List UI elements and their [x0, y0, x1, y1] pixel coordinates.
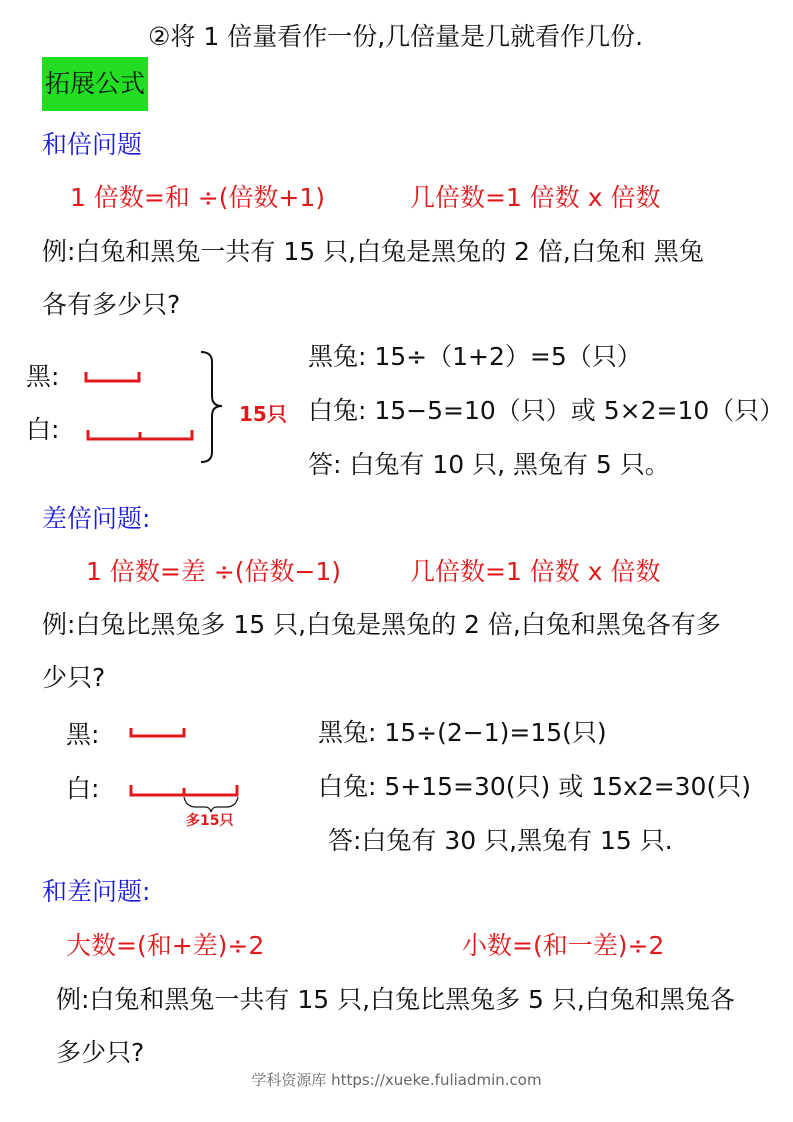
diff-multiple-diff-label: 多15只 — [186, 813, 234, 829]
sum-multiple-solution-2: 白兔: 15−5=10（只）或 5×2=10（只） — [308, 396, 785, 425]
sum-multiple-black-label: 黑: — [26, 362, 60, 391]
sum-diff-example-line-2: 多少只? — [56, 1038, 145, 1067]
sum-multiple-example-line-2: 各有多少只? — [42, 290, 181, 319]
sum-multiple-solution-1: 黑兔: 15÷（1+2）=5（只） — [308, 342, 642, 371]
sum-multiple-white-bar — [88, 430, 192, 439]
diff-multiple-white-label: 白: — [66, 774, 100, 803]
sum-multiple-white-label: 白: — [26, 415, 60, 444]
diff-multiple-example-line-2: 少只? — [42, 663, 106, 692]
sum-diff-formula-2: 小数=(和一差)÷2 — [462, 931, 665, 960]
sum-multiple-total-label: 15只 — [239, 402, 287, 426]
sum-diff-title: 和差问题: — [42, 877, 151, 906]
sum-multiple-title: 和倍问题 — [42, 130, 143, 159]
diff-multiple-black-label: 黑: — [66, 720, 100, 749]
sum-multiple-example-line-1: 例:白兔和黑兔一共有 15 只,白兔是黑兔的 2 倍,白兔和 黑兔 — [42, 237, 704, 266]
sum-multiple-formula-2: 几倍数=1 倍数 x 倍数 — [410, 183, 661, 212]
diff-multiple-title: 差倍问题: — [42, 504, 151, 533]
diff-multiple-example-line-1: 例:白兔比黑兔多 15 只,白兔是黑兔的 2 倍,白兔和黑兔各有多 — [42, 610, 721, 639]
diff-multiple-black-bar — [131, 728, 184, 736]
diff-multiple-white-bar — [131, 785, 237, 795]
sum-multiple-total-brace — [201, 352, 222, 462]
sum-multiple-answer: 答: 白兔有 10 只, 黑兔有 5 只。 — [308, 450, 670, 479]
diff-multiple-formula-1: 1 倍数=差 ÷(倍数−1) — [86, 557, 342, 586]
expand-formula-label: 拓展公式 — [42, 57, 148, 111]
sum-diff-formula-1: 大数=(和+差)÷2 — [66, 931, 265, 960]
intro-text: ②将 1 倍量看作一份,几倍量是几就看作几份. — [148, 22, 644, 51]
sum-multiple-formula-1: 1 倍数=和 ÷(倍数+1) — [70, 183, 326, 212]
diff-multiple-solution-1: 黑兔: 15÷(2−1)=15(只) — [318, 718, 607, 747]
diff-multiple-solution-2: 白兔: 5+15=30(只) 或 15x2=30(只) — [318, 772, 751, 801]
footer-watermark: 学科资源库 https://xueke.fuliadmin.com — [251, 1071, 542, 1089]
diff-multiple-formula-2: 几倍数=1 倍数 x 倍数 — [410, 557, 661, 586]
diff-multiple-answer: 答:白兔有 30 只,黑兔有 15 只. — [328, 826, 673, 855]
sum-multiple-black-bar — [86, 372, 139, 381]
diff-multiple-diff-brace — [184, 797, 238, 812]
sum-diff-example-line-1: 例:白兔和黑兔一共有 15 只,白兔比黑兔多 5 只,白兔和黑兔各 — [56, 985, 735, 1014]
